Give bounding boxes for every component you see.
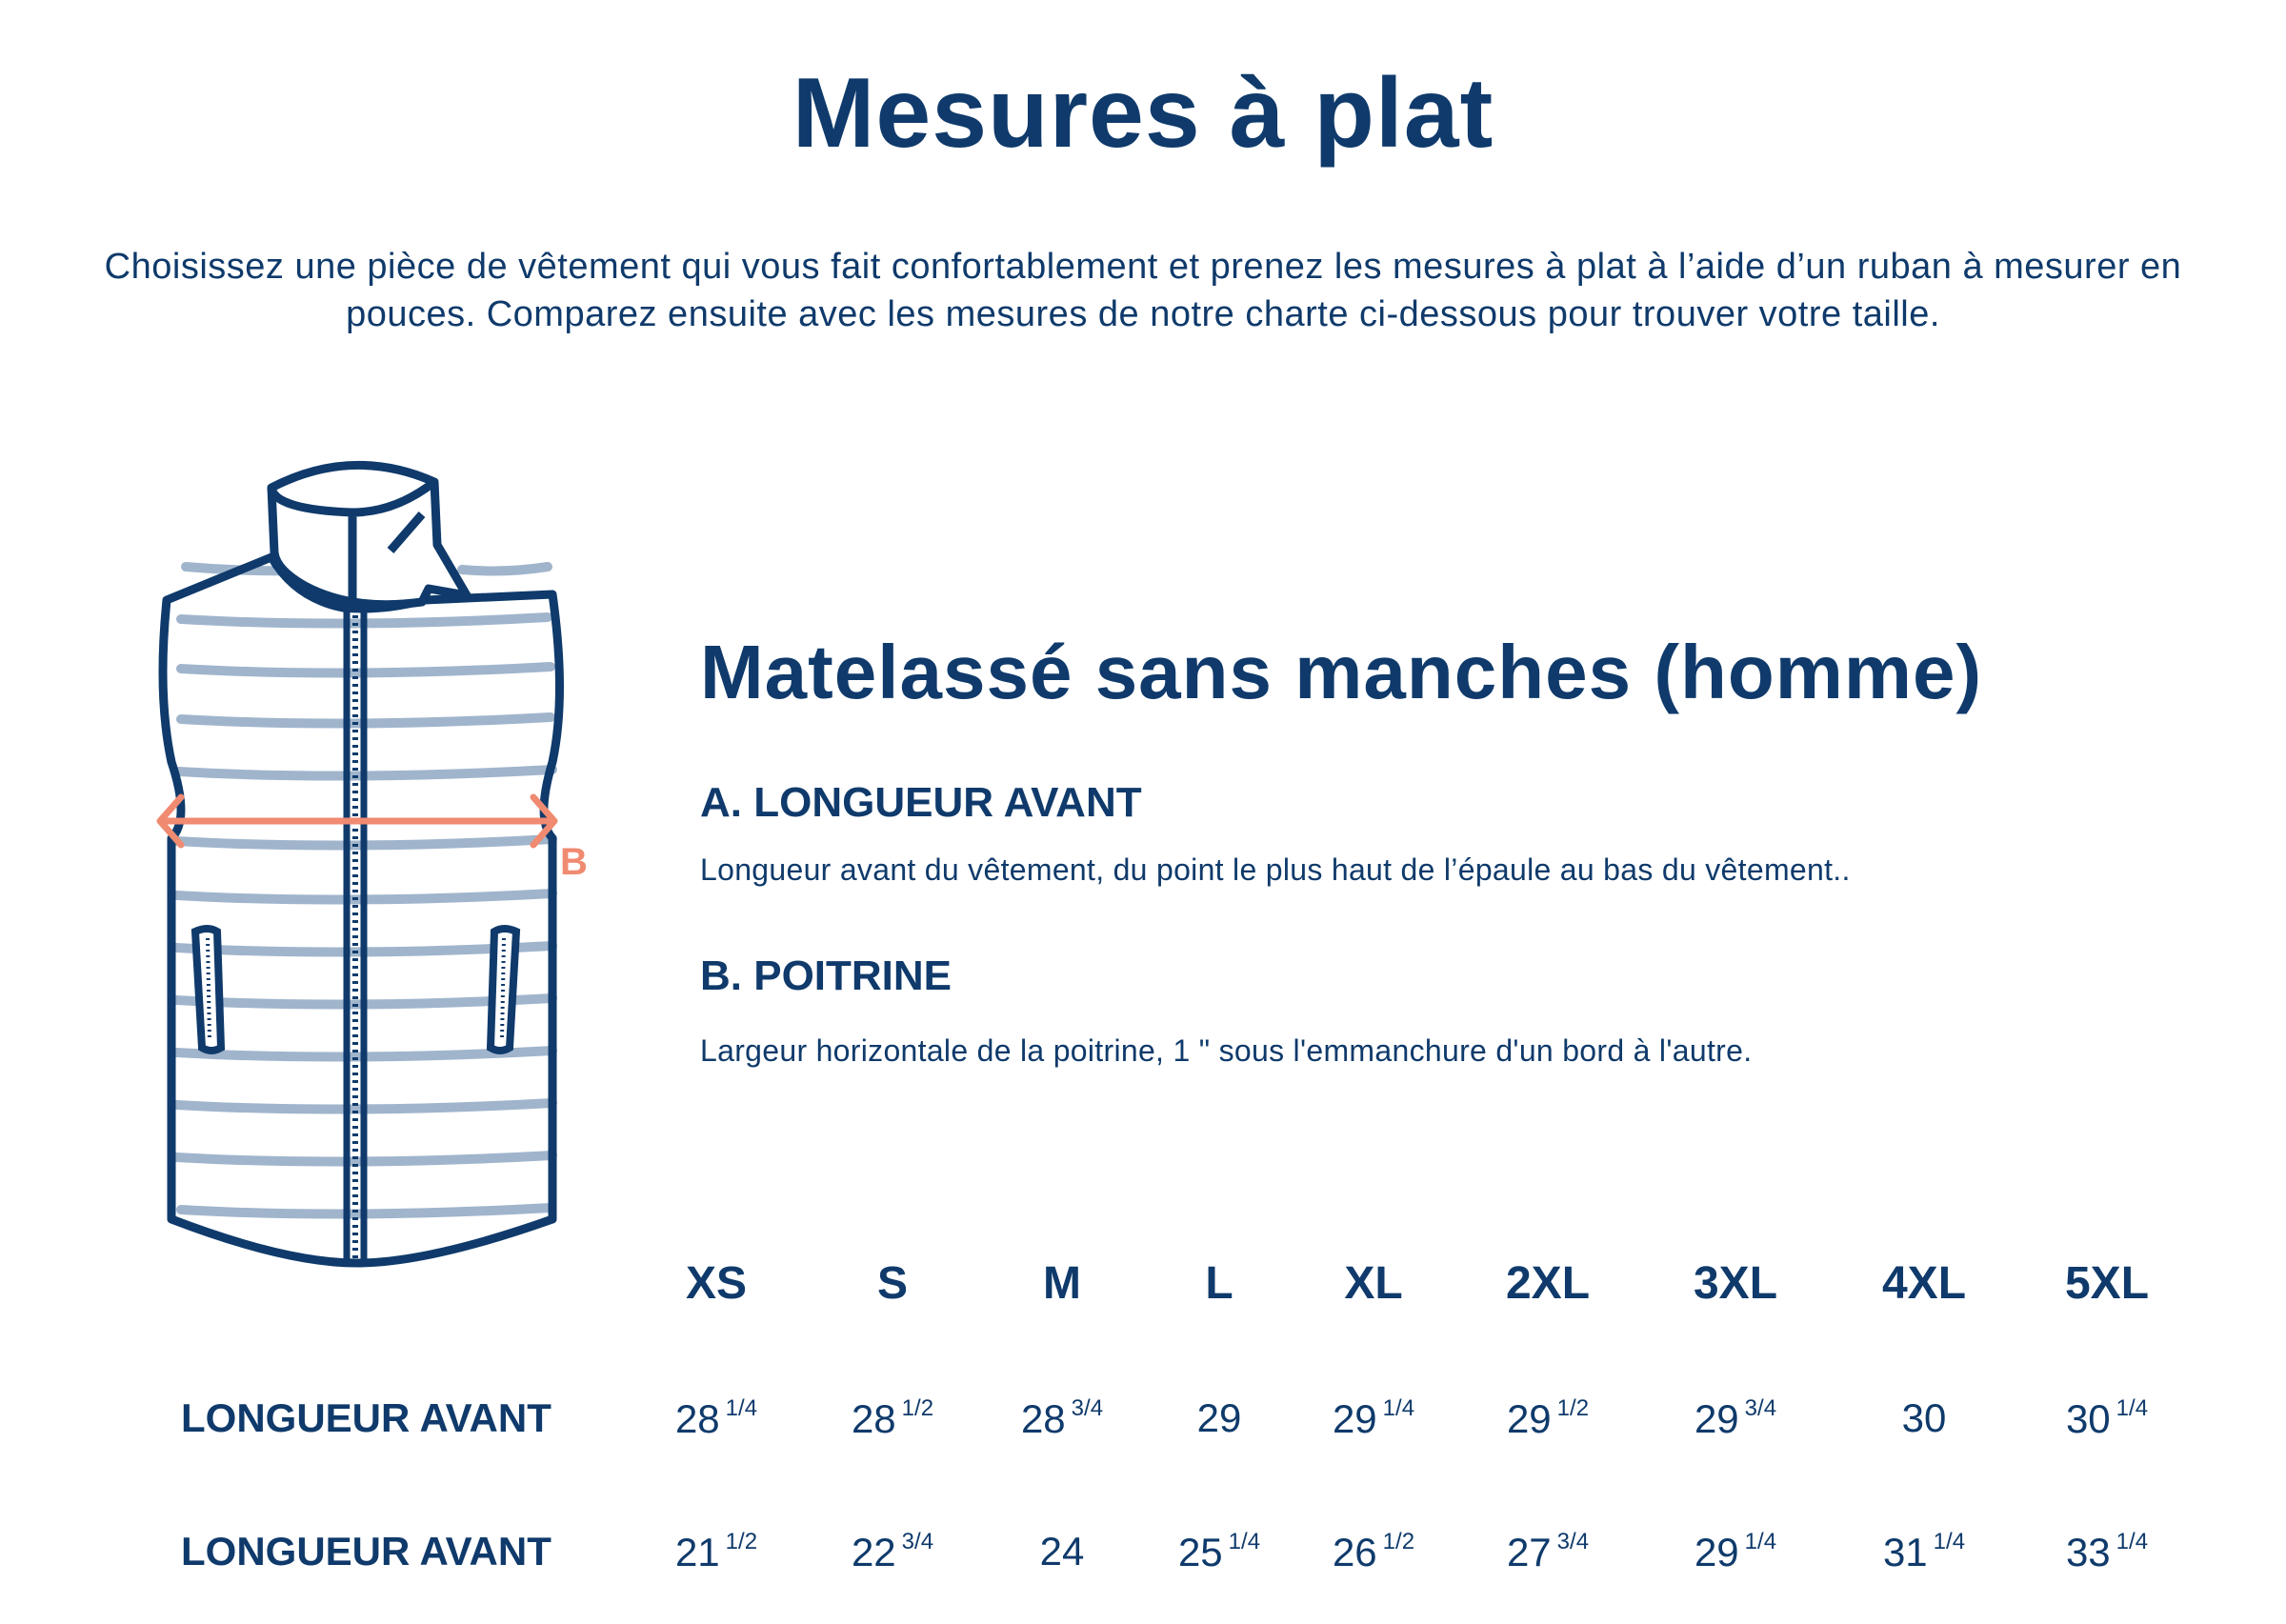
table-cell xyxy=(631,1529,802,1575)
cell-fraction: 3/4 xyxy=(1071,1395,1104,1421)
cell-whole: 28 xyxy=(674,1396,720,1441)
cell-fraction: 1/2 xyxy=(1556,1395,1590,1421)
table-cell xyxy=(2021,1529,2193,1575)
measure-heading-a: A. LONGUEUR AVANT xyxy=(700,779,1142,826)
table-cell xyxy=(1462,1529,1634,1575)
table-cell xyxy=(1133,1529,1305,1575)
table-cell xyxy=(2021,1395,2193,1442)
cell-whole: 30 xyxy=(2065,1396,2111,1441)
measure-marker-b: B xyxy=(560,841,588,883)
cell-whole: 33 xyxy=(2065,1530,2111,1574)
pocket-right xyxy=(491,929,516,1051)
measure-desc-b: Largeur horizontale de la poitrine, 1 " sous l'emmanchure d'un bord à l'autre. xyxy=(700,1033,1753,1068)
size-header-l: L xyxy=(1205,1258,1233,1309)
table-cell xyxy=(1650,1395,1821,1442)
row-label: LONGUEUR AVANT xyxy=(181,1529,551,1574)
size-header-s: S xyxy=(876,1258,908,1309)
cell-fraction: 1/4 xyxy=(1744,1529,1777,1554)
size-header-2xl: 2XL xyxy=(1505,1258,1591,1309)
cell-fraction: 1/4 xyxy=(1228,1529,1261,1554)
table-cell xyxy=(976,1529,1148,1574)
cell-whole: 27 xyxy=(1506,1530,1552,1574)
stripe xyxy=(462,567,548,571)
measure-heading-b: B. POITRINE xyxy=(700,952,952,999)
cell-whole: 22 xyxy=(851,1530,896,1574)
size-header-xs: XS xyxy=(685,1258,748,1309)
cell-whole: 29 xyxy=(1694,1530,1739,1574)
row-label: LONGUEUR AVANT xyxy=(181,1395,551,1440)
size-header-m: M xyxy=(1043,1258,1081,1309)
size-header-xl: XL xyxy=(1344,1258,1403,1309)
intro-text: Choisissez une pièce de vêtement qui vous fait confortablement et prenez les mesures à plat à l’aide d’un ruban à mesurer en pouces. Comparez ensuite avec les mesures de notre charte ci-dessous pour trouver votre taille. xyxy=(104,247,2182,334)
size-header-5xl: 5XL xyxy=(2064,1258,2150,1309)
cell-fraction: 1/2 xyxy=(901,1395,934,1421)
table-cell xyxy=(1288,1529,1459,1575)
cell-whole: 28 xyxy=(851,1396,896,1441)
cell-whole: 29 xyxy=(1332,1396,1377,1441)
table-cell xyxy=(807,1395,978,1442)
table-cell xyxy=(1838,1395,2010,1441)
cell-whole: 29 xyxy=(1694,1396,1739,1441)
size-header-3xl: 3XL xyxy=(1693,1258,1778,1309)
cell-whole: 29 xyxy=(1196,1395,1242,1440)
product-title: Matelassé sans manches (homme) xyxy=(700,630,1983,714)
table-cell xyxy=(1838,1529,2010,1575)
table-cell xyxy=(976,1395,1148,1442)
cell-fraction: 1/4 xyxy=(2116,1529,2149,1554)
cell-whole: 25 xyxy=(1177,1530,1223,1574)
cell-whole: 28 xyxy=(1020,1396,1066,1441)
collar xyxy=(271,465,467,604)
pocket-left xyxy=(195,929,221,1051)
table-cell xyxy=(1288,1395,1459,1442)
table-cell xyxy=(1462,1395,1634,1442)
vest-illustration xyxy=(152,457,591,1276)
cell-fraction: 3/4 xyxy=(1744,1395,1777,1421)
size-header-4xl: 4XL xyxy=(1881,1258,1967,1309)
cell-whole: 31 xyxy=(1882,1530,1928,1574)
cell-fraction: 1/4 xyxy=(1933,1529,1966,1554)
cell-whole: 30 xyxy=(1901,1395,1947,1440)
cell-fraction: 1/4 xyxy=(725,1395,758,1421)
cell-whole: 26 xyxy=(1332,1530,1377,1574)
table-cell xyxy=(1650,1529,1821,1575)
cell-fraction: 1/4 xyxy=(2116,1395,2149,1421)
measure-desc-a: Longueur avant du vêtement, du point le plus haut de l’épaule au bas du vêtement.. xyxy=(700,852,1851,887)
table-cell xyxy=(1133,1395,1305,1441)
cell-fraction: 1/4 xyxy=(1382,1395,1415,1421)
cell-fraction: 3/4 xyxy=(1556,1529,1590,1554)
cell-whole: 21 xyxy=(674,1530,720,1574)
cell-whole: 29 xyxy=(1506,1396,1552,1441)
cell-fraction: 1/2 xyxy=(725,1529,758,1554)
cell-whole: 24 xyxy=(1039,1529,1085,1574)
table-cell xyxy=(807,1529,978,1575)
cell-fraction: 1/2 xyxy=(1382,1529,1415,1554)
cell-fraction: 3/4 xyxy=(901,1529,934,1554)
table-cell xyxy=(631,1395,802,1442)
page-title: Mesures à plat xyxy=(792,58,1494,169)
